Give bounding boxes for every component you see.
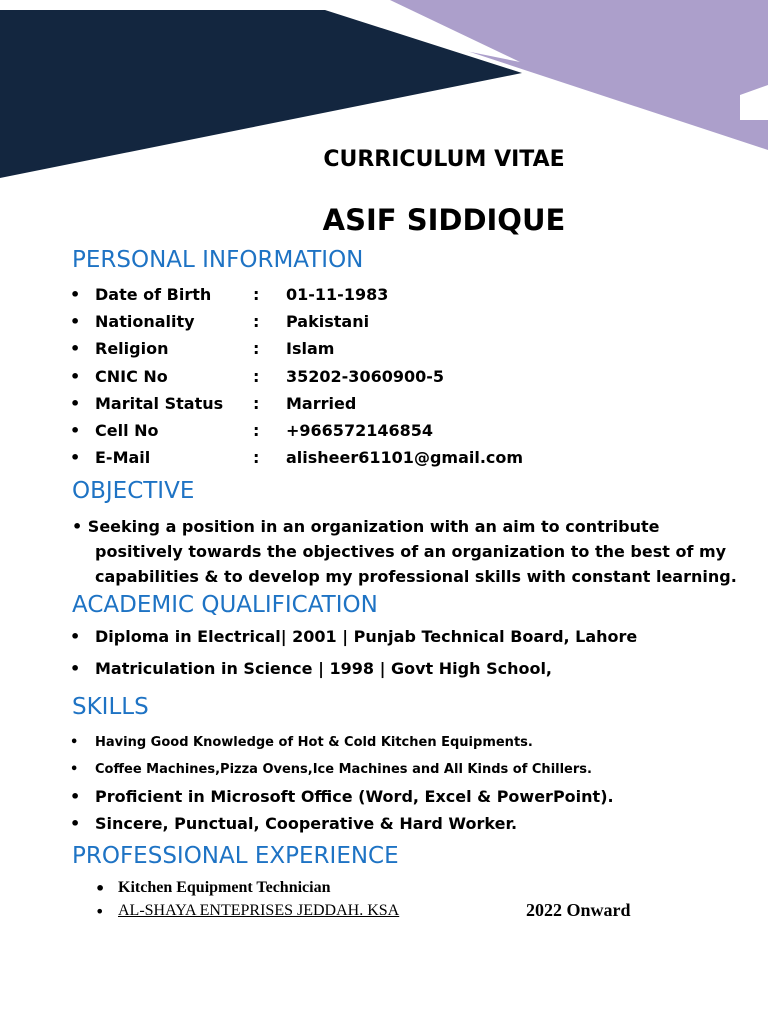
info-label: Date of Birth — [95, 285, 212, 304]
info-value: 35202-3060900-5 — [286, 367, 445, 386]
document-title: CURRICULUM VITAE — [323, 147, 565, 172]
objective-text — [72, 514, 737, 589]
bullet: • — [70, 312, 81, 331]
bullet: • — [70, 735, 79, 750]
bullet: • — [70, 339, 81, 358]
bullet: • — [70, 659, 81, 678]
academic-qualification-heading: ACADEMIC QUALIFICATION — [72, 592, 378, 618]
info-label: Cell No — [95, 421, 159, 440]
info-separator: : — [253, 448, 260, 467]
info-value: +966572146854 — [286, 421, 433, 440]
bullet: • — [70, 762, 79, 777]
bullet: • — [70, 394, 81, 413]
bullet: • — [70, 787, 81, 806]
skill-item-text: Having Good Knowledge of Hot & Cold Kitchen Equipments. — [95, 735, 533, 750]
skill-item-text: Proficient in Microsoft Office (Word, Excel & PowerPoint). — [95, 787, 614, 806]
skill-item-text: Sincere, Punctual, Cooperative & Hard Worker. — [95, 814, 518, 833]
skills-heading: SKILLS — [72, 694, 149, 720]
objective-line: • Seeking a position in an organization with an aim to contribute — [72, 517, 660, 536]
skill-item-text: Coffee Machines,Pizza Ovens,Ice Machines and All Kinds of Chillers. — [95, 762, 592, 777]
academic-item-text: Diploma in Electrical| 2001 | Punjab Technical Board, Lahore — [95, 627, 638, 646]
candidate-name: ASIF SIDDIQUE — [322, 203, 566, 237]
info-value: Pakistani — [286, 312, 370, 331]
info-separator: : — [253, 421, 260, 440]
academic-item-text: Matriculation in Science | 1998 | Govt High School, — [95, 659, 553, 678]
info-separator: : — [253, 312, 260, 331]
objective-heading: OBJECTIVE — [72, 478, 195, 504]
info-value: alisheer61101@gmail.com — [286, 448, 524, 467]
bullet: • — [70, 448, 81, 467]
info-separator: : — [253, 339, 260, 358]
info-separator: : — [253, 285, 260, 304]
info-label: Religion — [95, 339, 169, 358]
info-value: 01-11-1983 — [286, 285, 389, 304]
company-text: AL-SHAYA ENTEPRISES JEDDAH. KSA — [118, 902, 400, 919]
personal-information-heading: PERSONAL INFORMATION — [72, 247, 364, 273]
bullet: • — [70, 421, 81, 440]
experience-period: 2022 Onward — [526, 900, 631, 920]
info-label: E-Mail — [95, 448, 151, 467]
objective-line: capabilities & to develop my professional skills with constant learning. — [95, 567, 737, 586]
position-text: Kitchen Equipment Technician — [118, 879, 331, 896]
info-separator: : — [253, 367, 260, 386]
bullet: • — [70, 367, 81, 386]
bullet: • — [95, 879, 106, 898]
info-separator: : — [253, 394, 260, 413]
info-label: CNIC No — [95, 367, 168, 386]
bullet: • — [70, 627, 81, 646]
objective-line: positively towards the objectives of an organization to the best of my — [95, 542, 727, 561]
professional-experience-heading: PROFESSIONAL EXPERIENCE — [72, 843, 399, 869]
info-value: Married — [286, 394, 357, 413]
bullet: • — [95, 902, 105, 921]
info-label: Marital Status — [95, 394, 224, 413]
bullet: • — [70, 814, 81, 833]
info-value: Islam — [286, 339, 335, 358]
info-label: Nationality — [95, 312, 195, 331]
bullet: • — [70, 285, 81, 304]
